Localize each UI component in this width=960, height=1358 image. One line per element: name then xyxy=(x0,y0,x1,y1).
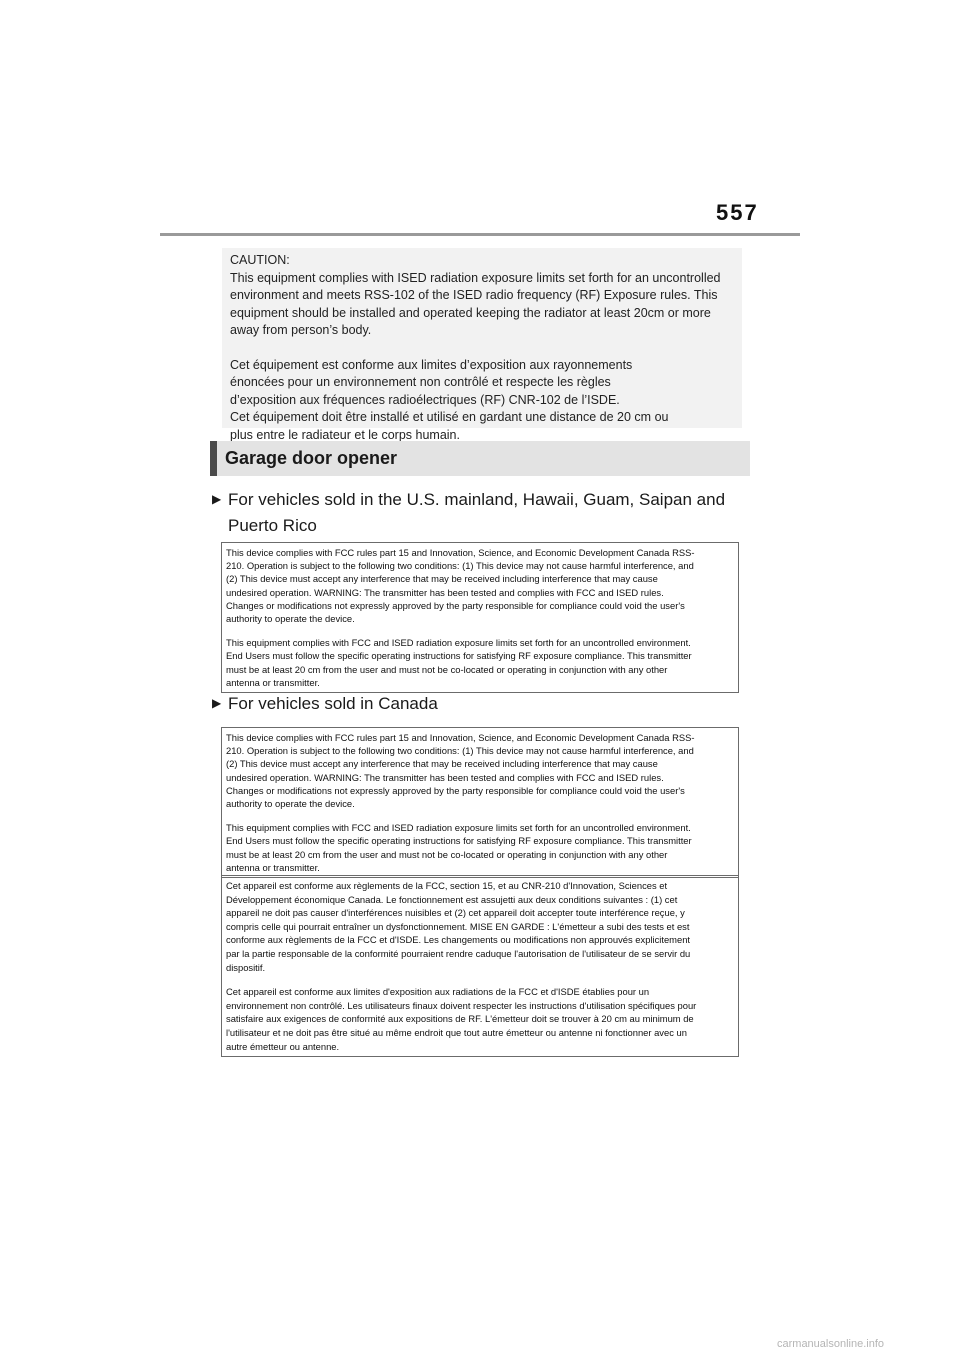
caution-line: equipment should be installed and operated keeping the radiator at least 20cm or more xyxy=(230,305,711,320)
notice-line-fr: conforme aux règlements de la FCC et d'ISDE. Les changements ou modifications non approuvés explicitement xyxy=(226,934,691,946)
bullet-text: For vehicles sold in Canada xyxy=(228,694,438,713)
notice-line-fr: appareil ne doit pas causer d'interférences nuisibles et (2) cet appareil doit accepter toute interférence reçue, y xyxy=(226,907,685,919)
notice-line: End Users must follow the specific operating instructions for satisfying RF exposure compliance. This transmitter xyxy=(226,650,692,662)
notice-line: Changes or modifications not expressly approved by the party responsible for compliance could void the user's xyxy=(226,784,685,796)
notice-line-fr: dispositif. xyxy=(226,961,266,973)
page-number: 557 xyxy=(716,200,759,225)
bullet-text: For vehicles sold in the U.S. mainland, Hawaii, Guam, Saipan and xyxy=(228,490,726,509)
notice-line-fr: Cet appareil est conforme aux limites d'exposition aux radiations de la FCC et d'ISDE établies pour un xyxy=(226,986,650,998)
notice-line-fr: compris celle qui pourrait entraîner un dysfonctionnement. MISE EN GARDE : L'émetteur a subi des tests et est xyxy=(226,920,690,932)
triangle-bullet-icon: ▶ xyxy=(212,696,222,710)
notice-line-fr: environnement non contrôlé. Les utilisateurs finaux doivent respecter les instructions d'utilisation spécifiques pour xyxy=(226,999,697,1011)
bullet-us xyxy=(212,486,752,539)
caution-line-fr: énoncées pour un environnement non contrôlé et respecte les règles xyxy=(230,375,611,389)
notice-line: authority to operate the device. xyxy=(226,613,355,625)
caution-box xyxy=(222,248,742,442)
triangle-bullet-icon: ▶ xyxy=(212,492,222,506)
notice-line: This device complies with FCC rules part 15 and Innovation, Science, and Economic Development Canada RSS- xyxy=(226,732,695,743)
notice-line-fr: satisfaire aux exigences de conformité aux expositions de RF. L'émetteur doit se trouver à 20 cm au minimum de xyxy=(226,1013,694,1025)
notice-line: (2) This device must accept any interference that may be received including interference that may cause xyxy=(226,758,658,770)
caution-line-fr: d’exposition aux fréquences radioélectriques (RF) CNR-102 de l’ISDE. xyxy=(230,392,620,407)
notice-line-fr: autre émetteur ou antenne. xyxy=(226,1040,340,1052)
caution-line-fr: Cet équipement doit être installé et utilisé en gardant une distance de 20 cm ou xyxy=(230,410,669,424)
bullet-text: Puerto Rico xyxy=(228,516,317,535)
watermark: carmanualsonline.info xyxy=(777,1338,885,1350)
caution-line: environment and meets RSS-102 of the ISED radio frequency (RF) Exposure rules. This xyxy=(230,288,718,302)
notice-line: This equipment complies with FCC and ISED radiation exposure limits set forth for an uncontrolled environment. xyxy=(226,637,691,649)
notice-line: must be at least 20 cm from the user and must not be co-located or operating in conjunction with any other xyxy=(226,663,668,675)
notice-line-fr: par la partie responsable de la conformité pourraient rendre caduque l'autorisation de l'utilisateur de se servir du xyxy=(226,947,691,959)
section-header xyxy=(210,441,750,476)
bullet-canada xyxy=(212,690,752,717)
notice-line: antenna or transmitter. xyxy=(226,861,320,873)
notice-line-fr: Cet appareil est conforme aux règlements de la FCC, section 15, et au CNR-210 d'Innovation, Sciences et xyxy=(226,880,668,891)
notice-line: must be at least 20 cm from the user and must not be co-located or operating in conjunction with any other xyxy=(226,848,668,860)
notice-line: authority to operate the device. xyxy=(226,798,355,810)
notice-line: antenna or transmitter. xyxy=(226,676,320,688)
fcc-notice-us xyxy=(221,542,739,693)
notice-line: 210. Operation is subject to the following two conditions: (1) This device may not cause harmful interference, and xyxy=(226,745,694,757)
notice-line: End Users must follow the specific operating instructions for satisfying RF exposure compliance. This transmitter xyxy=(226,835,692,847)
notice-line: This equipment complies with FCC and ISED radiation exposure limits set forth for an uncontrolled environment. xyxy=(226,822,691,834)
caution-line: CAUTION: xyxy=(230,253,290,267)
notice-line: (2) This device must accept any interference that may be received including interference that may cause xyxy=(226,573,658,585)
fcc-notice-canada xyxy=(221,727,739,878)
caution-line: away from person’s body. xyxy=(230,323,372,337)
header-rule xyxy=(160,233,800,236)
fr-notice-canada xyxy=(221,875,739,1057)
section-title: Garage door opener xyxy=(225,448,398,468)
caution-line: This equipment complies with ISED radiation exposure limits set forth for an uncontrolled xyxy=(230,270,721,285)
notice-line: Changes or modifications not expressly approved by the party responsible for compliance could void the user's xyxy=(226,599,685,611)
notice-line: undesired operation. WARNING: The transmitter has been tested and complies with FCC and ISED rules. xyxy=(226,771,664,783)
notice-line-fr: Développement économique Canada. Le fonctionnement est assujetti aux deux conditions suivantes : (1) cet xyxy=(226,893,678,905)
notice-line: undesired operation. WARNING: The transmitter has been tested and complies with FCC and ISED rules. xyxy=(226,586,664,598)
notice-line: 210. Operation is subject to the following two conditions: (1) This device may not cause harmful interference, and xyxy=(226,560,694,572)
notice-line: This device complies with FCC rules part 15 and Innovation, Science, and Economic Development Canada RSS- xyxy=(226,547,695,558)
notice-line-fr: l'utilisateur et ne doit pas être situé au même endroit que tout autre émetteur ou antenne ni fonctionner avec un xyxy=(226,1026,687,1038)
caution-line-fr: Cet équipement est conforme aux limites d’exposition aux rayonnements xyxy=(230,357,633,372)
caution-line-fr: plus entre le radiateur et le corps humain. xyxy=(230,427,460,442)
